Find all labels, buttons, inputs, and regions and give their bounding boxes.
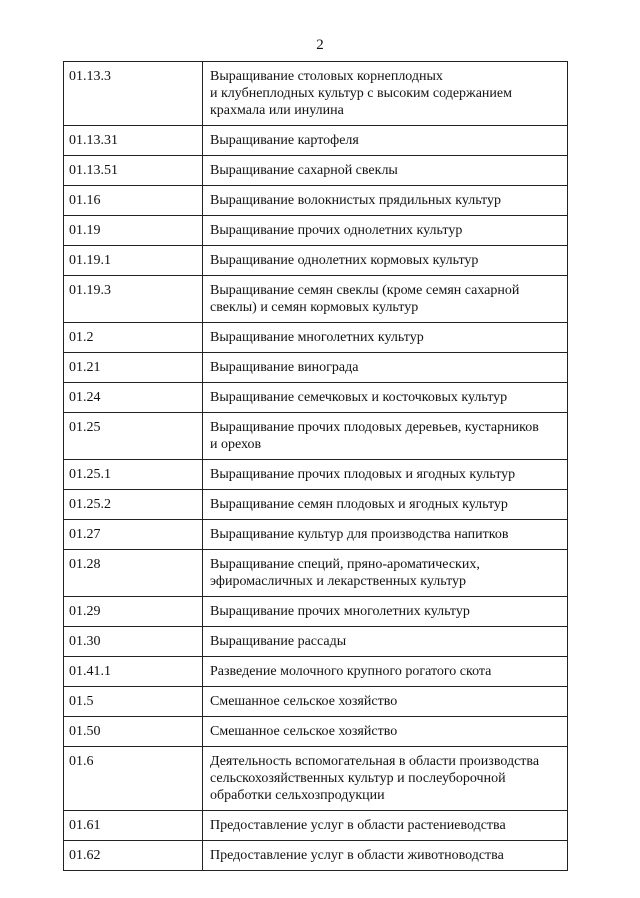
table-row xyxy=(64,186,568,216)
table-row xyxy=(64,627,568,657)
activity-code-cell: 01.28 xyxy=(64,550,203,597)
activity-code-cell: 01.5 xyxy=(64,687,203,717)
activity-code-cell: 01.41.1 xyxy=(64,657,203,687)
activity-description-cell xyxy=(203,841,568,871)
table-row xyxy=(64,490,568,520)
activity-description-line: Выращивание винограда xyxy=(210,360,359,375)
table-row xyxy=(64,520,568,550)
activity-description-line: Выращивание специй, пряно-ароматических, xyxy=(210,557,480,572)
activity-description-line: Выращивание рассады xyxy=(210,634,347,649)
activity-code-cell: 01.27 xyxy=(64,520,203,550)
activity-description-line: Выращивание сахарной свеклы xyxy=(210,163,398,178)
activity-code-cell: 01.50 xyxy=(64,717,203,747)
activity-description-cell xyxy=(203,323,568,353)
activity-description-line: Разведение молочного крупного рогатого скота xyxy=(210,664,492,679)
activity-description-cell xyxy=(203,156,568,186)
activity-description-cell xyxy=(203,550,568,597)
activity-description-line: и клубнеплодных культур с высоким содержанием xyxy=(210,86,512,101)
activity-description-line: Деятельность вспомогательная в области производства xyxy=(210,754,540,769)
activity-code-cell: 01.13.51 xyxy=(64,156,203,186)
activity-description-cell xyxy=(203,62,568,126)
activity-description-line: обработки сельхозпродукции xyxy=(210,788,385,803)
activity-description-line: Выращивание прочих плодовых и ягодных культур xyxy=(210,467,516,482)
activity-description-cell xyxy=(203,126,568,156)
activity-description-cell xyxy=(203,353,568,383)
table-row xyxy=(64,811,568,841)
activity-code-cell: 01.25 xyxy=(64,413,203,460)
activity-description-cell xyxy=(203,186,568,216)
table-row xyxy=(64,460,568,490)
table-row xyxy=(64,841,568,871)
activity-description-cell xyxy=(203,627,568,657)
activity-description-cell xyxy=(203,246,568,276)
activity-description-cell xyxy=(203,460,568,490)
activity-description-line: Выращивание многолетних культур xyxy=(210,330,424,345)
activity-description-line: Выращивание прочих многолетних культур xyxy=(210,604,470,619)
activity-code-cell: 01.62 xyxy=(64,841,203,871)
table-row xyxy=(64,216,568,246)
activity-description-line: Выращивание однолетних кормовых культур xyxy=(210,253,479,268)
activity-description-line: Предоставление услуг в области животноводства xyxy=(210,848,504,863)
activity-description-line: Выращивание столовых корнеплодных xyxy=(210,69,443,84)
activity-description-line: эфиромасличных и лекарственных культур xyxy=(210,574,467,589)
activity-code-cell: 01.13.31 xyxy=(64,126,203,156)
table-row xyxy=(64,717,568,747)
activity-code-cell: 01.25.1 xyxy=(64,460,203,490)
activity-codes-table-body xyxy=(64,62,568,871)
activity-description-line: Выращивание культур для производства напитков xyxy=(210,527,509,542)
activity-code-cell: 01.25.2 xyxy=(64,490,203,520)
activity-code-cell: 01.30 xyxy=(64,627,203,657)
activity-description-line: Выращивание картофеля xyxy=(210,133,359,148)
activity-description-line: Выращивание семян свеклы (кроме семян сахарной xyxy=(210,283,520,298)
activity-codes-table xyxy=(63,61,568,871)
table-row xyxy=(64,126,568,156)
table-row xyxy=(64,156,568,186)
activity-description-cell xyxy=(203,597,568,627)
table-row xyxy=(64,246,568,276)
table-row xyxy=(64,657,568,687)
activity-code-cell: 01.2 xyxy=(64,323,203,353)
activity-description-cell xyxy=(203,687,568,717)
activity-description-cell xyxy=(203,383,568,413)
activity-description-cell xyxy=(203,490,568,520)
activity-code-cell: 01.6 xyxy=(64,747,203,811)
activity-description-cell xyxy=(203,413,568,460)
activity-description-cell xyxy=(203,717,568,747)
activity-description-line: Выращивание семечковых и косточковых культур xyxy=(210,390,508,405)
activity-code-cell: 01.19.1 xyxy=(64,246,203,276)
activity-description-line: и орехов xyxy=(210,437,262,452)
activity-code-cell: 01.19 xyxy=(64,216,203,246)
activity-code-cell: 01.61 xyxy=(64,811,203,841)
table-row xyxy=(64,383,568,413)
table-row xyxy=(64,413,568,460)
table-row xyxy=(64,323,568,353)
activity-description-line: Предоставление услуг в области растениеводства xyxy=(210,818,506,833)
activity-code-cell: 01.16 xyxy=(64,186,203,216)
activity-description-line: Смешанное сельское хозяйство xyxy=(210,724,398,739)
activity-code-cell: 01.21 xyxy=(64,353,203,383)
activity-description-cell xyxy=(203,520,568,550)
activity-description-cell xyxy=(203,216,568,246)
activity-description-line: Выращивание волокнистых прядильных культур xyxy=(210,193,501,208)
activity-description-line: Выращивание прочих плодовых деревьев, кустарников xyxy=(210,420,539,435)
table-row xyxy=(64,353,568,383)
activity-description-line: свеклы) и семян кормовых культур xyxy=(210,300,419,315)
table-row xyxy=(64,597,568,627)
activity-description-line: Выращивание прочих однолетних культур xyxy=(210,223,463,238)
activity-code-cell: 01.13.3 xyxy=(64,62,203,126)
page-number: 2 xyxy=(316,37,324,53)
activity-description-line: Смешанное сельское хозяйство xyxy=(210,694,398,709)
table-row xyxy=(64,62,568,126)
activity-description-cell xyxy=(203,657,568,687)
activity-code-cell: 01.24 xyxy=(64,383,203,413)
table-row xyxy=(64,276,568,323)
activity-description-line: сельскохозяйственных культур и послеуборочной xyxy=(210,771,506,786)
activity-description-line: Выращивание семян плодовых и ягодных культур xyxy=(210,497,508,512)
activity-code-cell: 01.19.3 xyxy=(64,276,203,323)
activity-description-cell xyxy=(203,811,568,841)
table-row xyxy=(64,687,568,717)
activity-description-line: крахмала или инулина xyxy=(210,103,344,118)
activity-description-cell xyxy=(203,747,568,811)
table-row xyxy=(64,747,568,811)
activity-description-cell xyxy=(203,276,568,323)
activity-code-cell: 01.29 xyxy=(64,597,203,627)
table-row xyxy=(64,550,568,597)
